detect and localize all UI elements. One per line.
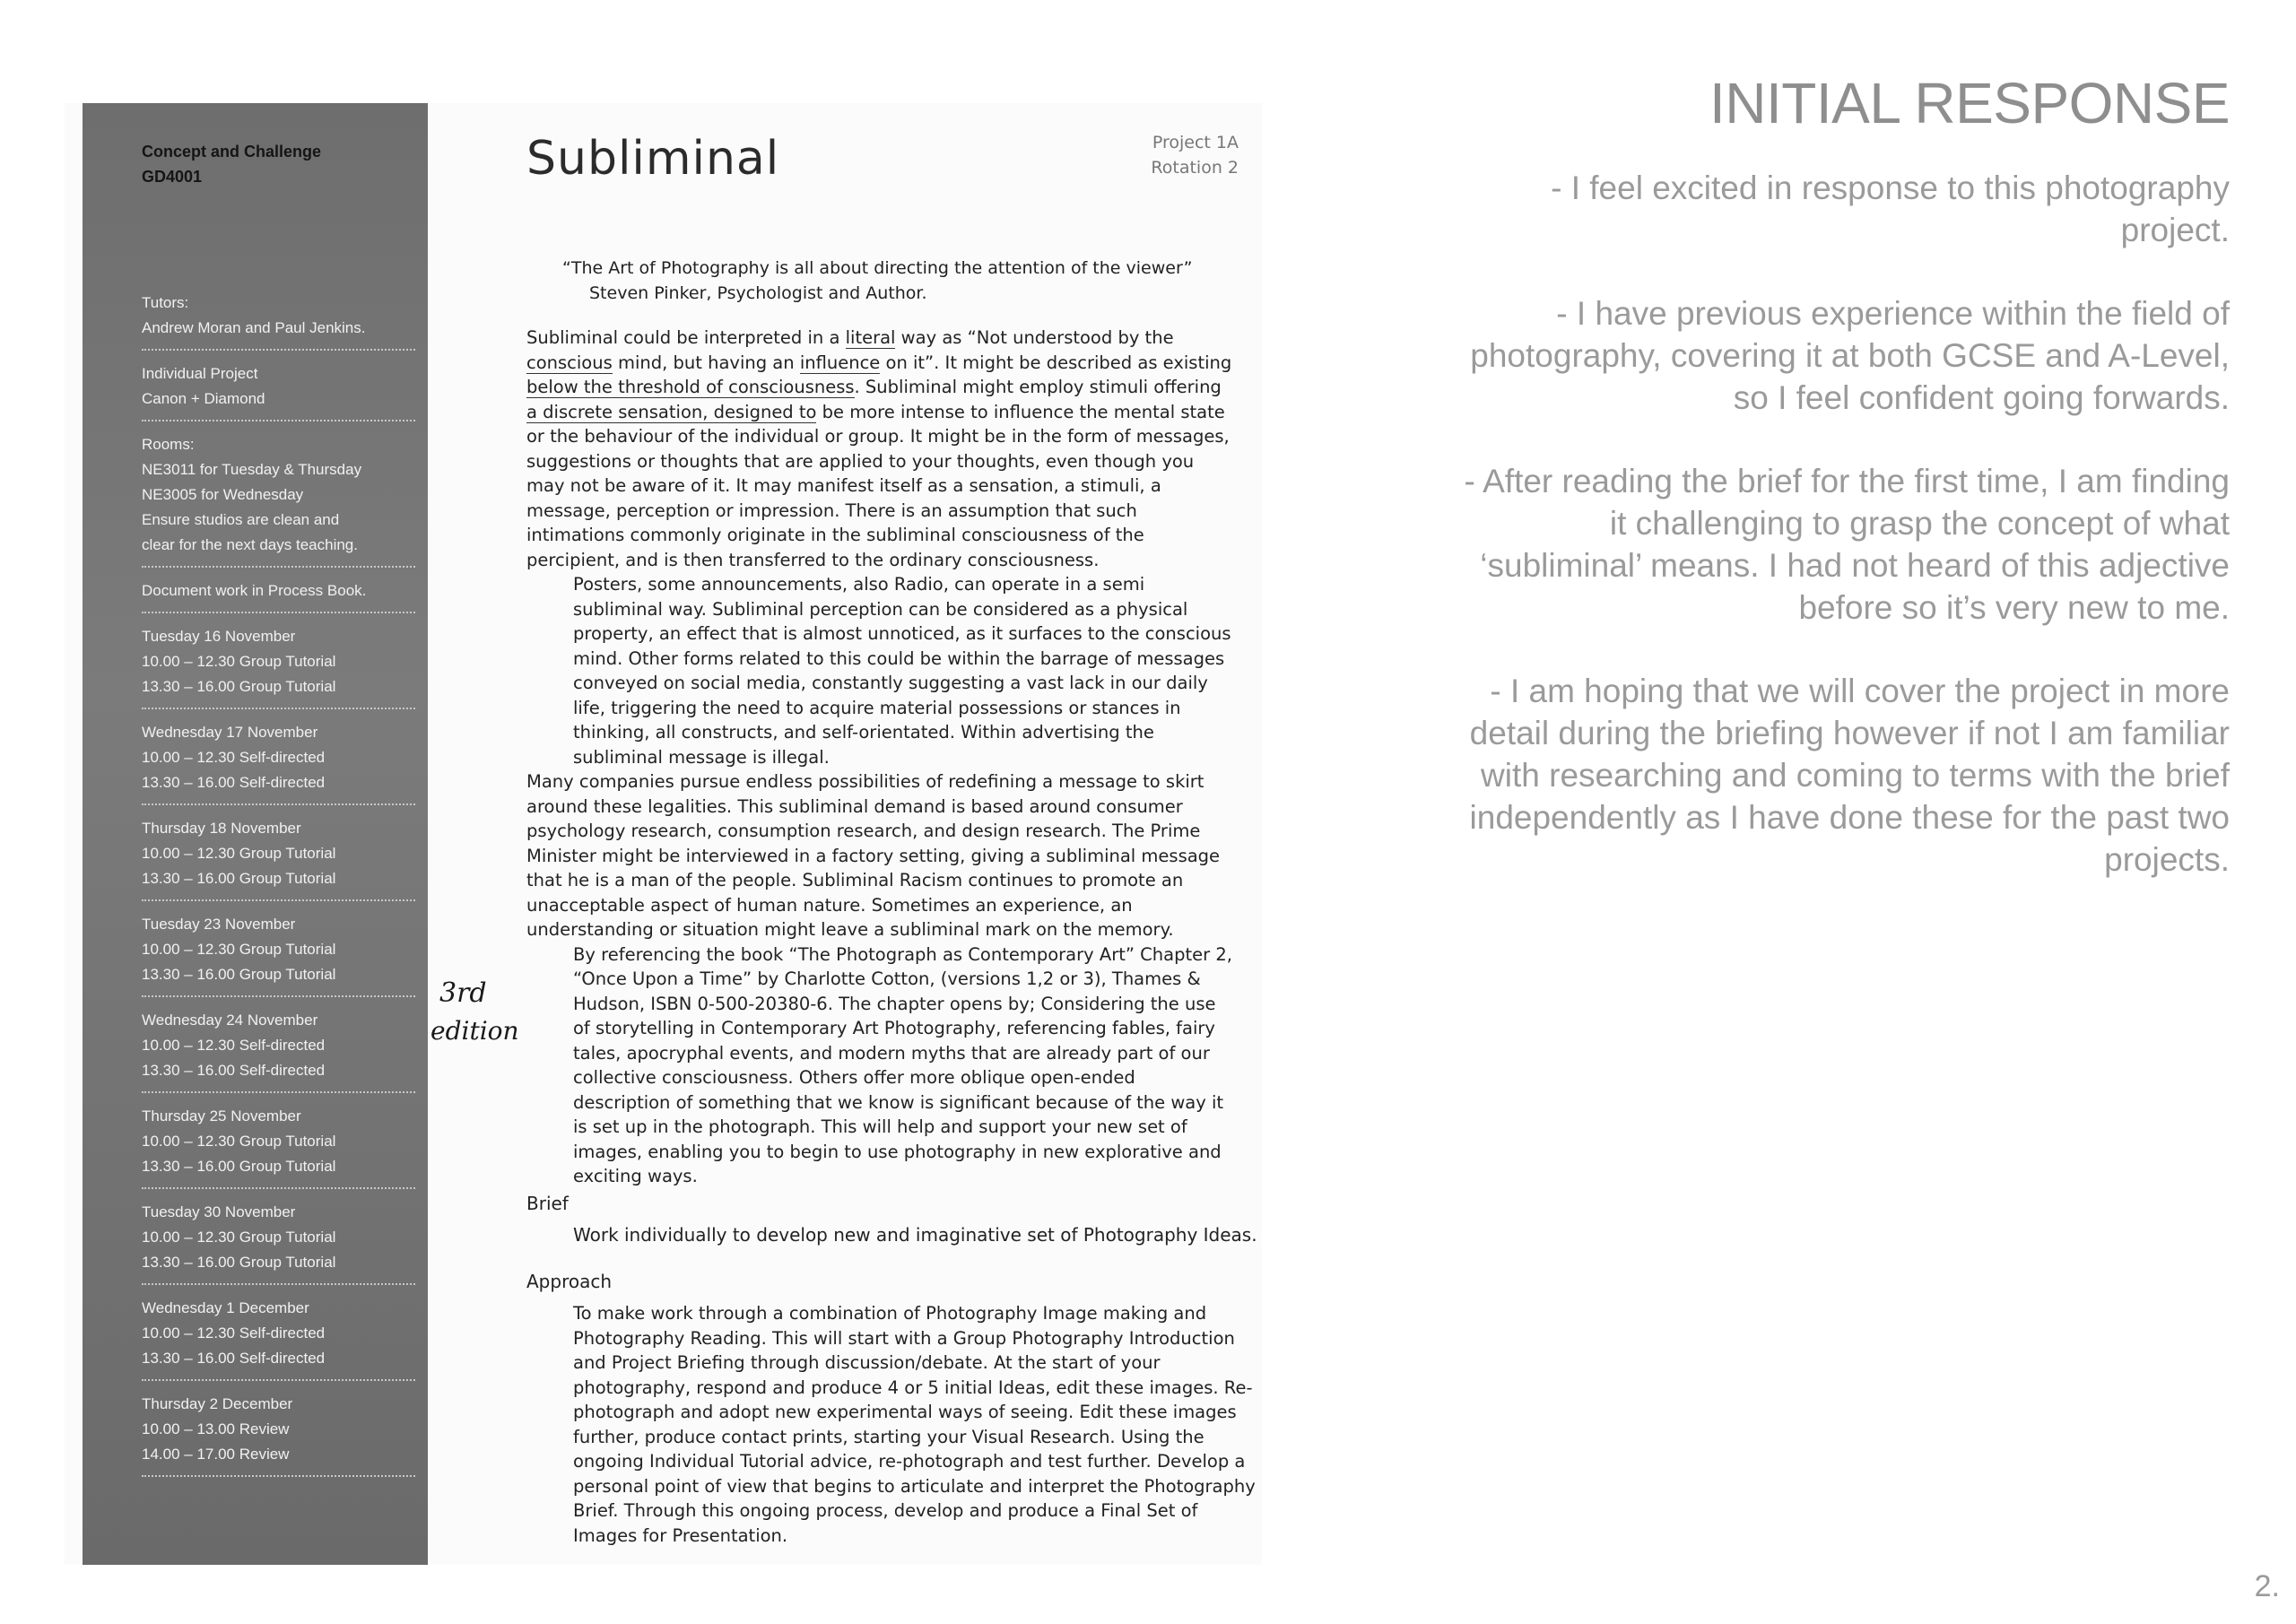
schedule-heading: Thursday 2 December	[142, 1395, 293, 1412]
schedule-line: 14.00 – 17.00 Review	[142, 1446, 290, 1463]
schedule-list	[142, 288, 415, 1477]
page-number: 2.	[2254, 1569, 2280, 1603]
schedule-line: 13.30 – 16.00 Group Tutorial	[142, 870, 336, 887]
schedule-block	[142, 1101, 415, 1189]
schedule-line: Ensure studios are clean and	[142, 511, 340, 528]
schedule-block	[142, 1293, 415, 1381]
response-list	[1458, 167, 2230, 922]
brief-text: Work individually to develop new and imaginative set of Photography Ideas.	[573, 1224, 1257, 1246]
schedule-heading: Thursday 18 November	[142, 820, 301, 837]
schedule-heading: Wednesday 24 November	[142, 1012, 318, 1029]
schedule-block	[142, 717, 415, 805]
schedule-line: 13.30 – 16.00 Group Tutorial	[142, 678, 336, 695]
handwritten-note-edition-word: edition	[430, 1016, 519, 1046]
schedule-line: Canon + Diamond	[142, 390, 265, 407]
schedule-line: 10.00 – 12.30 Self-directed	[142, 1037, 326, 1054]
paragraph-media: Posters, some announcements, also Radio, can operate in a semi subliminal way. Subliminal perception can be considered as a physical property, an effect that is almost unnoticed, as it surfaces to the conscious mind. Other forms related to this could be within the barrage of messages conveyed on social media, constantly suggesting a vast lack in our daily life, triggering the need to acquire material possessions or stances in thinking, all constructs, and self-orientated. Within advertising the subliminal message is illegal.	[573, 574, 1231, 768]
paragraph-companies: Many companies pursue endless possibilities of redefining a message to skirt around these legalities. This subliminal demand is based around consumer psychology research, consumption research, and design research. The Prime Minister might be interviewed in a factory setting, giving a subliminal message that he is a man of the people. Subliminal Racism continues to promote an unacceptable aspect of human nature. Sometimes an experience, an understanding or situation might leave a subliminal mark on the memory.	[526, 771, 1221, 940]
schedule-line: 10.00 – 12.30 Self-directed	[142, 749, 326, 766]
schedule-block	[142, 576, 415, 613]
response-point: - I have previous experience within the field of photography, covering it at both GCSE and A-Level, so I feel confident going forwards.	[1470, 295, 2230, 416]
course-title: Concept and Challenge GD4001	[142, 143, 322, 186]
schedule-sidebar	[83, 103, 428, 1565]
schedule-block	[142, 288, 415, 351]
schedule-heading: Tuesday 30 November	[142, 1203, 296, 1220]
brief-body	[526, 326, 1235, 1189]
response-point: - After reading the brief for the first time, I am finding it challenging to grasp the concept of what ‘subliminal’ means. I had not heard of this adjective before so it’s very new to me.	[1464, 463, 2230, 626]
scanned-brief	[65, 103, 1262, 1565]
schedule-line: NE3011 for Tuesday & Thursday	[142, 461, 362, 478]
schedule-line: 13.30 – 16.00 Self-directed	[142, 1350, 326, 1367]
handwritten-note-edition: 3rd	[439, 977, 487, 1009]
schedule-line: 13.30 – 16.00 Self-directed	[142, 1062, 326, 1079]
schedule-line: 10.00 – 13.00 Review	[142, 1420, 290, 1437]
schedule-heading: Rooms:	[142, 436, 195, 453]
schedule-heading: Thursday 25 November	[142, 1107, 301, 1125]
schedule-line: 10.00 – 12.30 Group Tutorial	[142, 941, 336, 958]
page-title: Subliminal	[526, 132, 780, 186]
schedule-block	[142, 621, 415, 709]
schedule-heading: Document work in Process Book.	[142, 582, 367, 599]
schedule-heading: Tuesday 23 November	[142, 916, 296, 933]
schedule-block	[142, 909, 415, 997]
schedule-block	[142, 813, 415, 901]
approach-label: Approach	[526, 1271, 613, 1292]
schedule-line: NE3005 for Wednesday	[142, 486, 304, 503]
schedule-block	[142, 359, 415, 421]
schedule-line: clear for the next days teaching.	[142, 536, 358, 553]
schedule-line: Andrew Moran and Paul Jenkins.	[142, 319, 366, 336]
response-heading: INITIAL RESPONSE	[1709, 71, 2230, 135]
paragraph-definition: Subliminal could be interpreted in a literal way as “Not understood by the conscious mind, but having an influence on it”. It might be described as existing below the threshold of consciousness. Subliminal might employ stimuli offering a discrete sensation, designed to be more intense to influence the mental state or the behaviour of the individual or group. It might be in the form of messages, suggestions or thoughts that are applied to your thoughts, even though you may not be aware of it. It may manifest itself as a sensation, a stimuli, a message, perception or impression. There is an assumption that such intimations commonly originate in the subliminal consciousness of the percipient, and is then transferred to the ordinary consciousness.	[526, 327, 1232, 570]
schedule-line: 13.30 – 16.00 Self-directed	[142, 774, 326, 791]
schedule-block	[142, 430, 415, 568]
brief-document	[473, 103, 1262, 1565]
schedule-line: 13.30 – 16.00 Group Tutorial	[142, 1158, 336, 1175]
schedule-line: 10.00 – 12.30 Group Tutorial	[142, 1229, 336, 1246]
paragraph-reference: By referencing the book “The Photograph as Contemporary Art” Chapter 2, “Once Upon a Time” by Charlotte Cotton, (versions 1,2 or 3), Thames & Hudson, ISBN 0-500-20380-6. The chapter opens by; Considering the use of storytelling in Contemporary Art Photography, referencing fables, fairy tales, apocryphal events, and modern myths that are already part of our collective consciousness. Others offer more oblique open-ended description of something that we know is significant because of the way it is set up in the photograph. This will help and support your new set of images, enabling you to begin to use photography in new explorative and exciting ways.	[573, 943, 1232, 1186]
schedule-heading: Individual Project	[142, 365, 258, 382]
brief-label: Brief	[526, 1193, 569, 1214]
schedule-line: 10.00 – 12.30 Self-directed	[142, 1324, 326, 1342]
schedule-heading: Wednesday 17 November	[142, 724, 318, 741]
schedule-block	[142, 1005, 415, 1093]
schedule-block	[142, 1197, 415, 1285]
schedule-heading: Tuesday 16 November	[142, 628, 296, 645]
schedule-heading: Tutors:	[142, 294, 189, 311]
project-meta: Project 1A Rotation 2	[1151, 133, 1239, 178]
schedule-line: 10.00 – 12.30 Group Tutorial	[142, 1133, 336, 1150]
response-point: - I am hoping that we will cover the project in more detail during the briefing however if not I am familiar with researching and coming to terms with the brief independently as I have done these for the past two projects.	[1469, 673, 2230, 878]
approach-text: To make work through a combination of Photography Image making and Photography Reading. This will start with a Group Photography Introduction and Project Briefing through discussion/debate. At the start of your photography, respond and produce 4 or 5 initial Ideas, edit these images. Re-photograph and adopt new experimental ways of seeing. Edit these images further, produce contact prints, starting your Visual Research. Using the ongoing Individual Tutorial advice, re-photograph and test further. Develop a personal point of view that begins to articulate and interpret the Photography Brief. Through this ongoing process, develop and produce a Final Set of Images for Presentation.	[573, 1303, 1256, 1546]
schedule-line: 10.00 – 12.30 Group Tutorial	[142, 845, 336, 862]
schedule-line: 13.30 – 16.00 Group Tutorial	[142, 966, 336, 983]
schedule-line: 10.00 – 12.30 Group Tutorial	[142, 653, 336, 670]
opening-quote: “The Art of Photography is all about directing the attention of the viewer” Steven Pinker, Psychologist and Author.	[562, 258, 1193, 303]
schedule-line: 13.30 – 16.00 Group Tutorial	[142, 1254, 336, 1271]
schedule-block	[142, 1389, 415, 1477]
schedule-heading: Wednesday 1 December	[142, 1299, 309, 1316]
response-point: - I feel excited in response to this photography project.	[1551, 169, 2230, 248]
